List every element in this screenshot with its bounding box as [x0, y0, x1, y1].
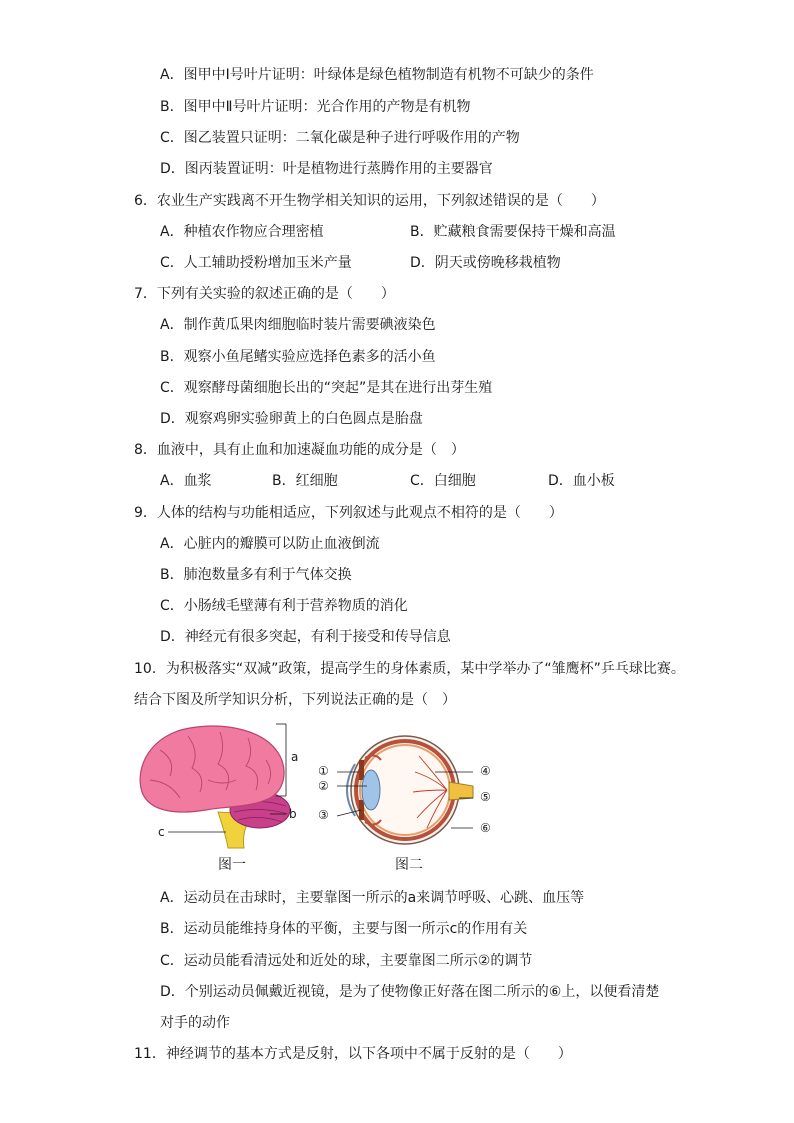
q9-option-b: B．肺泡数量多有利于气体交换: [160, 567, 352, 583]
eye-label-6: ⑥: [480, 821, 491, 835]
q10-option-d: D．个别运动员佩戴近视镜，是为了使物像正好落在图二所示的⑥上，以便看清楚: [160, 984, 660, 1000]
q8-option-c: C．白细胞: [410, 473, 476, 489]
q8-stem: 8．血液中，具有止血和加速凝血功能的成分是（ ）: [134, 442, 465, 458]
q10-stem-line1: 10．为积极落实“双减”政策，提高学生的身体素质，某中学举办了“雏鹰杯”乒乓球比赛。: [134, 661, 685, 677]
q10-option-b: B．运动员能维持身体的平衡，主要与图一所示c的作用有关: [160, 921, 528, 937]
q10-option-c: C．运动员能看清远处和近处的球，主要靠图二所示②的调节: [160, 953, 533, 969]
q7-option-b: B．观察小鱼尾鳍实验应选择色素多的活小鱼: [160, 349, 436, 365]
figure1-caption: 图一: [218, 857, 246, 873]
q5-option-b: B．图甲中Ⅱ号叶片证明：光合作用的产物是有机物: [160, 99, 471, 115]
eye-figure: [335, 730, 475, 850]
figure2-caption: 图二: [395, 857, 423, 873]
eye-label-3: ③: [318, 808, 329, 822]
brain-label-a: a: [291, 750, 299, 764]
q9-option-a: A．心脏内的瓣膜可以防止血液倒流: [160, 536, 380, 552]
q6-option-d: D．阴天或傍晚移栽植物: [410, 255, 561, 271]
q7-option-a: A．制作黄瓜果肉细胞临时装片需要碘液染色: [160, 317, 436, 333]
q6-option-a: A．种植农作物应合理密植: [160, 224, 324, 240]
q7-option-d: D．观察鸡卵实验卵黄上的白色圆点是胎盘: [160, 411, 423, 427]
q9-option-d: D．神经元有很多突起，有利于接受和传导信息: [160, 629, 451, 645]
q9-stem: 9．人体的结构与功能相适应，下列叙述与此观点不相符的是（ ）: [134, 505, 563, 521]
q6-stem: 6．农业生产实践离不开生物学相关知识的运用，下列叙述错误的是（ ）: [134, 193, 605, 209]
q10-stem-line2: 结合下图及所学知识分析，下列说法正确的是（ ）: [134, 692, 456, 708]
q5-option-a: A．图甲中Ⅰ号叶片证明：叶绿体是绿色植物制造有机物不可缺少的条件: [160, 67, 594, 83]
q6-option-b: B．贮藏粮食需要保持干燥和高温: [410, 224, 616, 240]
eye-label-4: ④: [480, 764, 491, 778]
q8-option-a: A．血浆: [160, 473, 212, 489]
q6-option-c: C．人工辅助授粉增加玉米产量: [160, 255, 352, 271]
brain-label-b: b: [289, 807, 297, 821]
eye-label-5: ⑤: [480, 790, 491, 804]
eye-label-1: ①: [318, 764, 329, 778]
q7-stem: 7．下列有关实验的叙述正确的是（ ）: [134, 286, 395, 302]
q5-option-c: C．图乙装置只证明：二氧化碳是种子进行呼吸作用的产物: [160, 130, 520, 146]
q11-stem: 11．神经调节的基本方式是反射，以下各项中不属于反射的是（ ）: [134, 1046, 572, 1062]
q9-option-c: C．小肠绒毛壁薄有利于营养物质的消化: [160, 598, 408, 614]
q7-option-c: C．观察酵母菌细胞长出的“突起”是其在进行出芽生殖: [160, 380, 493, 396]
q10-option-d-continuation: 对手的动作: [160, 1015, 230, 1031]
q10-option-a: A．运动员在击球时，主要靠图一所示的a来调节呼吸、心跳、血压等: [160, 890, 585, 906]
q8-option-b: B．红细胞: [272, 473, 338, 489]
brain-label-c: c: [158, 825, 165, 839]
brain-figure: [130, 720, 310, 850]
q8-option-d: D．血小板: [548, 473, 615, 489]
eye-label-2: ②: [318, 779, 329, 793]
q5-option-d: D．图丙装置证明：叶是植物进行蒸腾作用的主要器官: [160, 161, 493, 177]
cerebrum-shape: [140, 726, 284, 812]
